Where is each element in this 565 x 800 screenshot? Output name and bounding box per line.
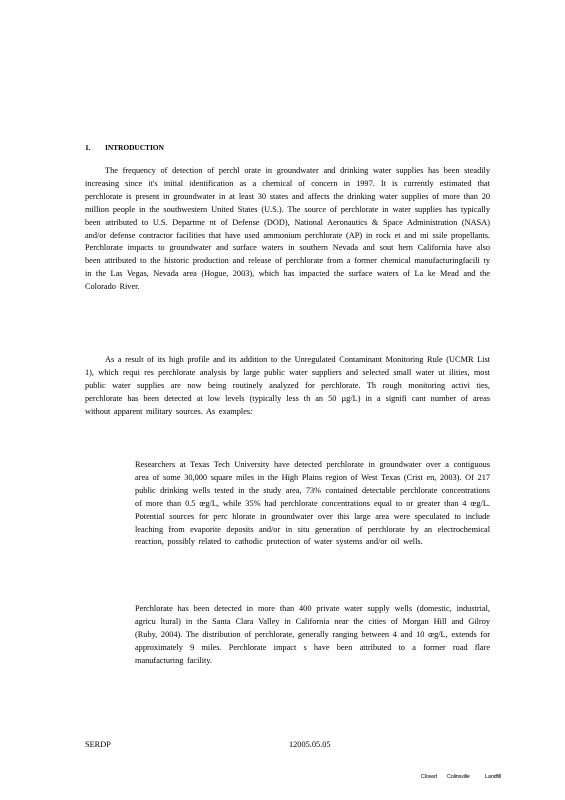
tag-closed: Closed xyxy=(421,774,437,780)
paragraph-1 xyxy=(85,165,490,294)
paragraph-1-text: The frequency of detection of perchl orate in groundwater and drinking water supplies has been steadily increasing since it's initial identification as a chemical of concern in 1997. It is currently estimated that perchlorate is present in groundwater in at least 30 states and affects the drinking water supplies of more than 20 million people in the southwestern United States (U.S.). The source of perchlorate in water supplies has typically been attributed to U.S. Departme nt of Defense (DOD), National Aeronautics & Space Administration (NASA) and/or defense contractor facilities that have used ammonium perchlorate (AP) in rock et and mi ssile propellants. Perchlorate impacts to groundwater and surface waters in southern Nevada and sout hern California have also been attributed to the historic production and release of perchlorate from a former chemical manufacturingfacili ty in the Las Vegas, Nevada area (Hogue, 2003), which has impacted the surface waters of La ke Mead and the Colorado River. xyxy=(85,166,490,292)
section-title: INTRODUCTION xyxy=(105,143,164,152)
bullet-item-2-text: Perchlorate has been detected in more than 400 private water supply wells (domestic, industrial, agricu ltural) in the Santa Clara Valley in California near the cities of Morgan Hill and Gilroy (Ruby, 2004). The distribution of perchlorate, generally ranging between 4 and 10 œg/L, extends for approximately 9 miles. Perchlorate impact s have been attributed to a former road flare manufacturing facility. xyxy=(135,604,490,665)
tag-colinsville: Colinsville xyxy=(447,774,470,780)
paragraph-2-text: As a result of its high profile and its addition to the Unregulated Contaminant Monitoring Rule (UCMR List 1), which requi res perchlorate analysis by large public water suppliers and selected small water ut ilities, most public water supplies are now being routinely analyzed for perchlorate. Th rough monitoring activi ties, perchlorate has been detected at low levels (typically less th an 50 µg/L) in a signifi cant number of areas without apparent military sources. As examples: xyxy=(85,355,490,416)
section-number: 1. xyxy=(85,143,91,152)
tag-landfill: Landfill xyxy=(485,774,501,780)
section-heading xyxy=(85,143,164,152)
footer-document-id: 12005.05.05 xyxy=(289,740,331,749)
footer-organization: SERDP xyxy=(85,740,111,749)
paragraph-2 xyxy=(85,354,490,419)
bullet-item-1-text: Researchers at Texas Tech University have detected perchlorate in groundwater over a contiguous area of some 30,000 square miles in the High Plains region of West Texas (Crist en, 2003). Of 217 public drinking wells tested in the study area, 73% contained detectable perchlorate concentrations of more than 0.5 œg/L, while 35% had perchlorate concentrations equal to or greater than 4 œg/L. Potential sources for perc hlorate in groundwater over this large area were speculated to include leaching from evaporite deposits and/or in situ generation of perchlorate by an electrochemical reaction, possibly related to cathodic protection of water systems and/or oil wells. xyxy=(135,460,490,547)
